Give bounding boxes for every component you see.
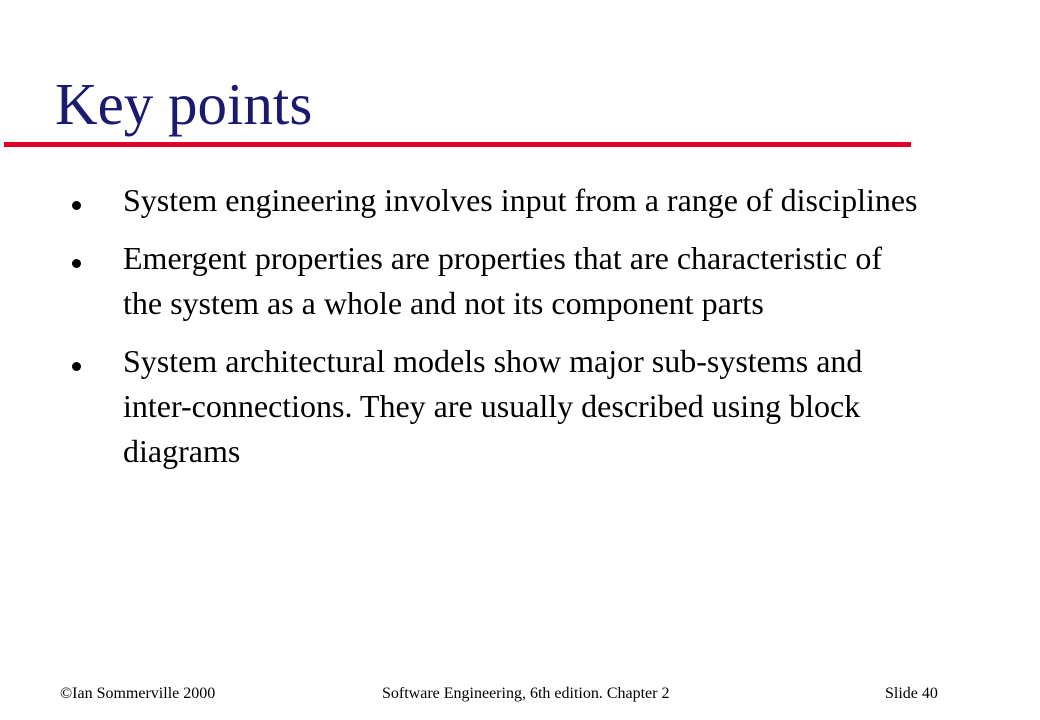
bullet-text: System architectural models show major sub-systems and inter-connections. They are usually described using block diagrams [123,343,863,469]
slide-title: Key points [55,71,313,137]
bullet-list [0,178,1040,487]
bullet-item [0,339,923,474]
bullet-icon [72,201,81,210]
footer-copyright: ©Ian Sommerville 2000 [60,685,216,702]
footer-book-title: Software Engineering, 6th edition. Chapter 2 [382,685,670,702]
bullet-text: Emergent properties are properties that are characteristic of the system as a whole and not its component parts [123,240,883,321]
bullet-item [0,178,923,223]
bullet-item [0,236,923,326]
bullet-icon [72,362,81,371]
bullet-text: System engineering involves input from a range of disciplines [123,182,918,218]
footer-slide-number: Slide 40 [885,685,938,702]
title-underline [4,142,911,147]
bullet-icon [72,259,81,268]
